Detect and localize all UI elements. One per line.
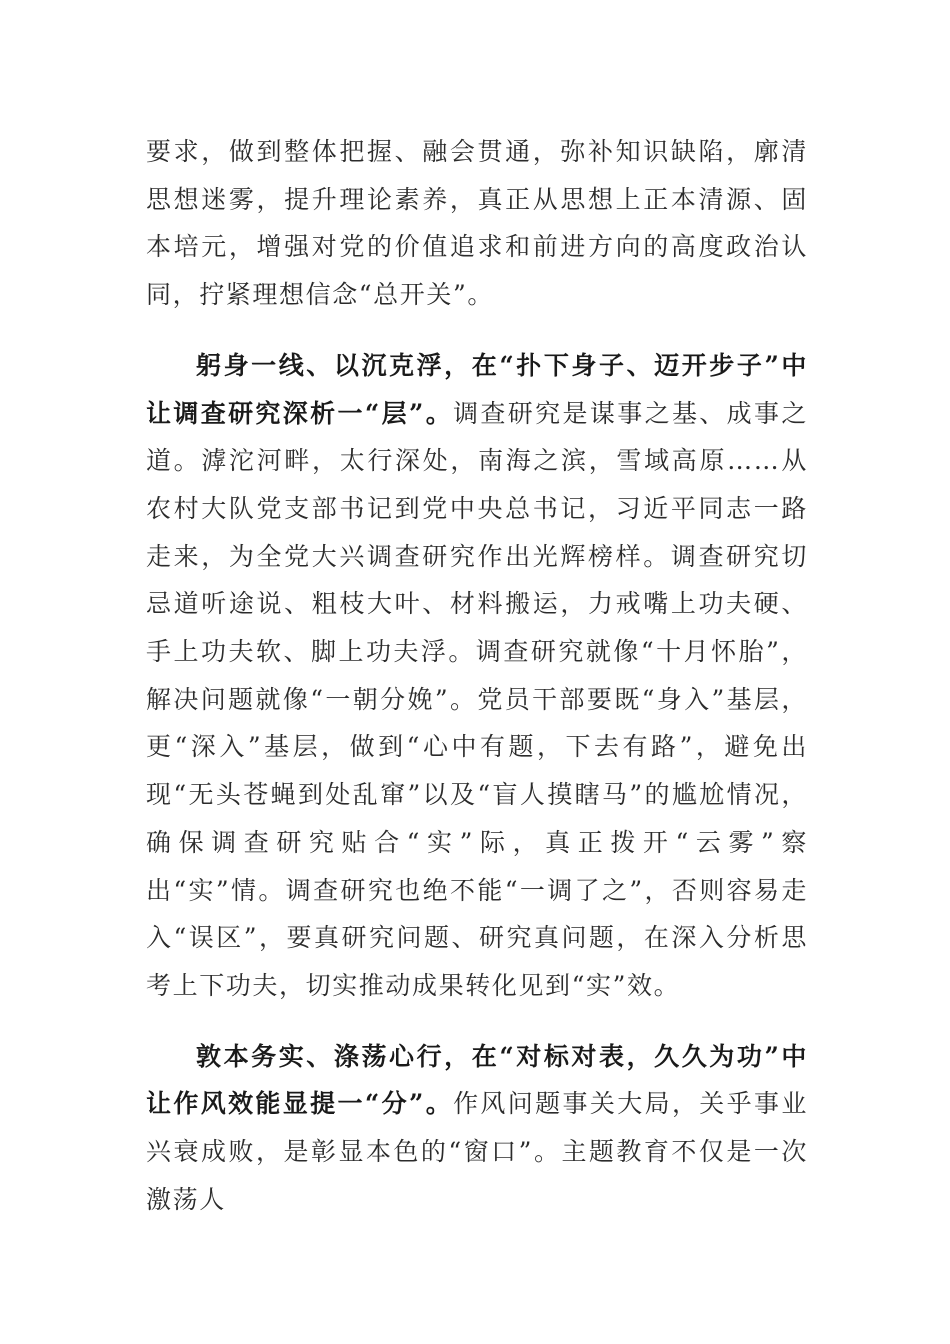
paragraph-research <box>146 342 808 1010</box>
paragraph-continuation <box>146 128 808 319</box>
document-body <box>146 128 808 1223</box>
paragraph-lead-heading: 敦本务实、涤荡心行，在“对标对表，久久为功”中让作风效能显提一“分”。 <box>146 1041 808 1119</box>
paragraph-text: 作风问题事关大局，关乎事业兴衰成败，是彰显本色的“窗口”。主题教育不仅是一次激荡人 <box>146 1089 808 1214</box>
paragraph-text: 调查研究是谋事之基、成事之道。滹沱河畔，太行深处，南海之滨，雪域高原……从农村大队党支部书记到党中央总书记，习近平同志一路走来，为全党大兴调查研究作出光辉榜样。调查研究切忌道听途说、粗枝大叶、材料搬运，力戒嘴上功夫硬、手上功夫软、脚上功夫浮。调查研究就像“十月怀胎”，解决问题就像“一朝分娩”。党员干部要既“身入”基层，更“深入”基层，做到“心中有题，下去有路”，避免出现“无头苍蝇到处乱窜”以及“盲人摸瞎马”的尴尬情况，确保调查研究贴合“实”际，真正拨开“云雾”察出“实”情。调查研究也绝不能“一调了之”，否则容易走入“误区”，要真研究问题、研究真问题，在深入分析思考上下功夫，切实推动成果转化见到“实”效。 <box>146 398 808 1000</box>
paragraph-lead-heading: 躬身一线、以沉克浮，在“扑下身子、迈开步子”中让调查研究深析一“层”。 <box>146 350 808 428</box>
paragraph-text: 要求，做到整体把握、融会贯通，弥补知识缺陷，廓清思想迷雾，提升理论素养，真正从思想上正本清源、固本培元，增强对党的价值追求和前进方向的高度政治认同，拧紧理想信念“总开关”。 <box>146 137 808 310</box>
paragraph-work-style <box>146 1033 808 1224</box>
